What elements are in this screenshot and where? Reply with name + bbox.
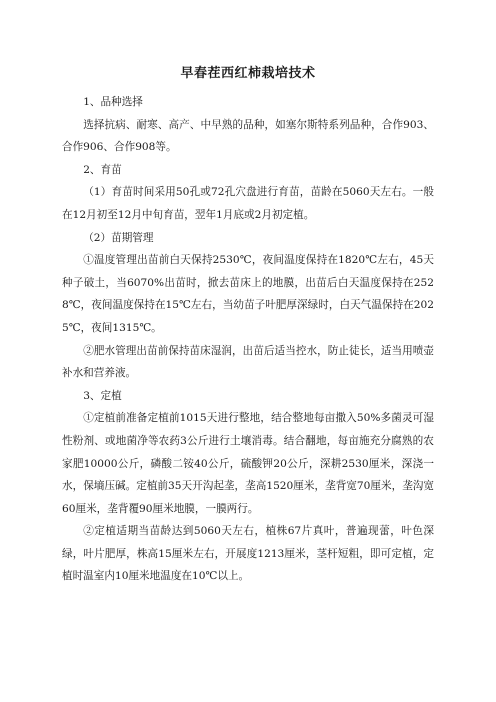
document-title: 早春茬西红柿栽培技术 (180, 66, 316, 81)
paragraph-temperature-management: ①温度管理出苗前白天保持2530℃，夜间温度保持在1820℃左右，45天种子破土，当6070%出苗时，掀去苗床上的地膜，出苗后白天温度保持在2528℃，夜间温度保持在15℃左右，当幼苗子叶肥厚深绿时，白天气温保持在2025℃，夜间1315℃。 (62, 254, 434, 334)
paragraph-seedling-time: （1）育苗时间采用50孔或72孔穴盘进行育苗，苗龄在5060天左右。一般在12月初至12月中旬育苗，翌年1月底或2月初定植。 (62, 186, 434, 221)
section-heading-seedling: 2、育苗 (83, 163, 122, 176)
paragraph-planting-preparation: ①定植前准备定植前1015天进行整地，结合整地每亩撒入50%多菌灵可湿性粉剂、或地菌净等农药3公斤进行土壤消毒。结合翻地，每亩施充分腐熟的农家肥10000公斤，磷酸二铵40公斤，硫酸钾20公斤，深耕2530厘米，深浇一水，保墒压碱。定植前35天开沟起垄，垄高1520厘米，垄背宽70厘米，垄沟宽60厘米，垄背覆90厘米地膜，一膜两行。 (62, 412, 434, 515)
document-page (62, 60, 434, 588)
paragraph-variety: 选择抗病、耐寒、高产、中早熟的品种，如塞尔斯特系列品种，合作903、合作906、合作908等。 (62, 118, 434, 154)
subheading-seedling-management: （2）苗期管理 (83, 231, 154, 244)
section-heading-variety: 1、品种选择 (83, 96, 143, 108)
section-heading-planting: 3、定植 (83, 389, 122, 402)
paragraph-planting-timing: ②定植适期当苗龄达到5060天左右，植株67片真叶，普遍现蕾，叶色深绿，叶片肥厚，株高15厘米左右，开展度1213厘米，茎杆短粗，即可定植，定植时温室内10厘米地温度在10℃以上。 (62, 525, 434, 583)
paragraph-water-fertilizer: ②肥水管理出苗前保持苗床湿润，出苗后适当控水，防止徒长，适当用喷壶补水和营养液。 (62, 344, 434, 380)
